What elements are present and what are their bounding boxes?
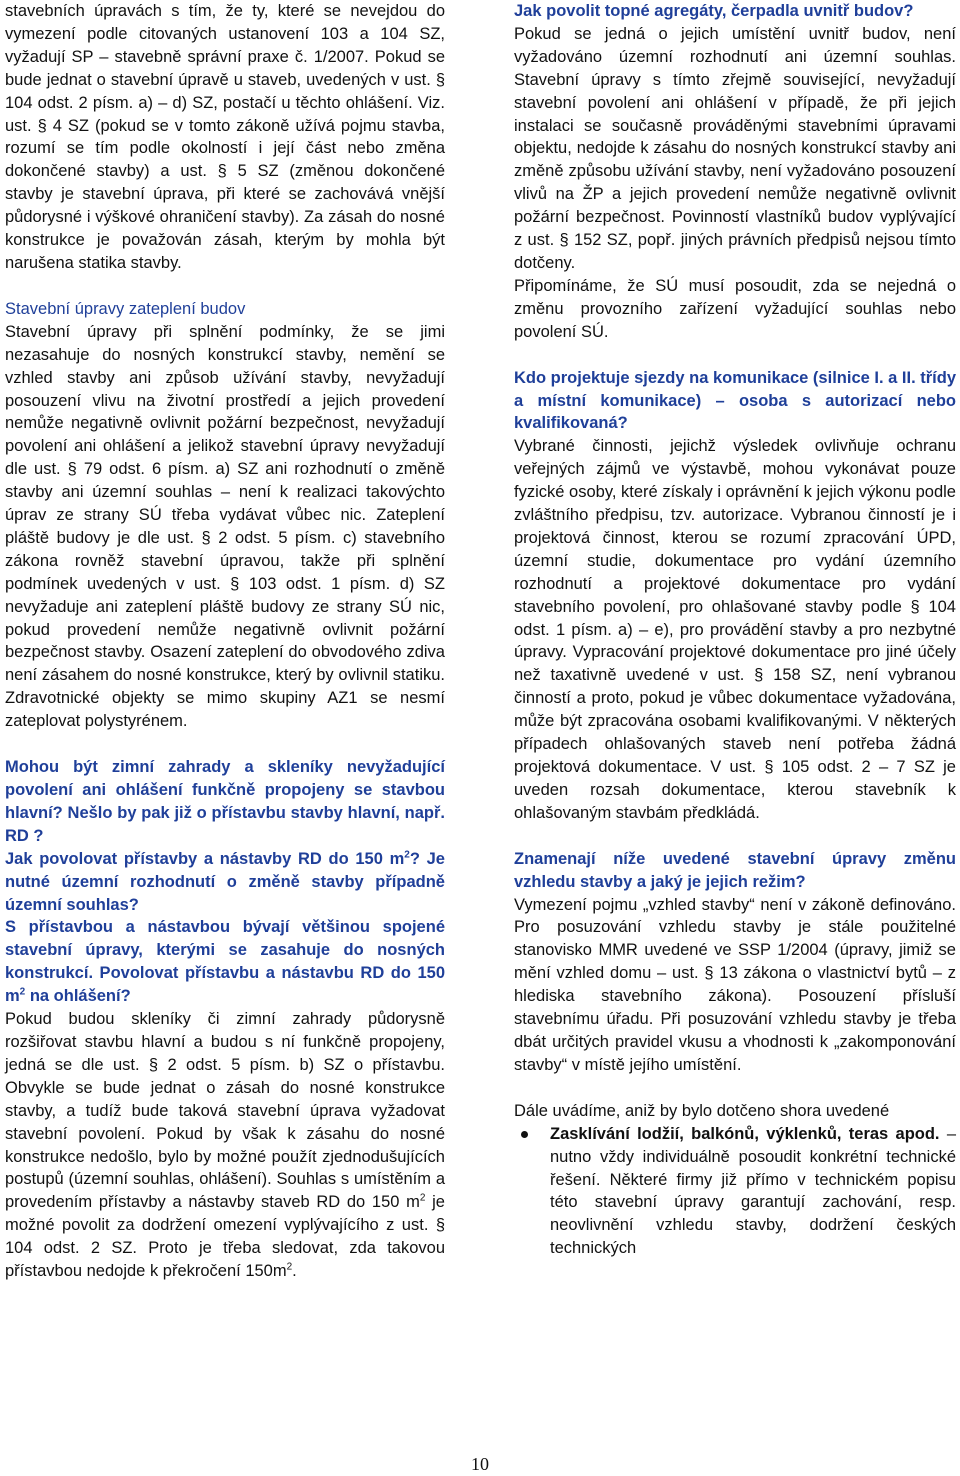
list-item xyxy=(514,1123,956,1260)
section-body: Stavební úpravy při splnění podmínky, že se jimi nezasahuje do nosných konstrukcí stavby, nemění se vzhled stavby ani způsob užívání stavby, nevyžadují posouzení vlivu na životní prostředí a jejich provedení nemůže negativně ovlivnit požární bezpečnost, nevyžadují povolení ani ohlášení a jelikož stavební úpravy nevyžadují dle ust. § 79 odst. 6 písm. a) SZ ani rozhodnutí o změně stavby ani územní souhlas – není k realizaci takovýchto úprav ze strany SÚ třeba vydávat vůbec nic. Zateplení pláště budovy je dle ust. § 2 odst. 5 písm. c) stavebního zákona rovněž stavební úpravou, takže při splnění podmínek uvedených v ust. § 103 odst. 1 písm. d) SZ nevyžaduje ani zateplení pláště budovy ze strany SÚ nic, pokud provedení nemůže negativně ovlivnit požární bezpečnost stavby. Osazení zateplení do obvodového zdiva není zásahem do nosné konstrukce, který by ovlivnil statiku. Zdravotnické objekty se mimo skupiny AZ1 se nesmí zateplovat polystyrénem. xyxy=(5,322,445,731)
section-zimni-zahrady xyxy=(5,756,445,1283)
section-zatepleni xyxy=(5,298,445,733)
page-number: 10 xyxy=(471,1454,489,1474)
intro-paragraph: stavebních úpravách s tím, že ty, které se nevejdou do vymezení podle citovaných ustanovení 103 a 104 SZ, vyžadují SP – stavebně správní praxe č. 1/2007. Pokud se bude jednat o stavební úpravě u staveb, uvedených v ust. § 104 odst. 2 písm. a) – d) SZ, postačí u těchto ohlášení. Viz. ust. § 4 SZ (pokud se v tomto zákoně užívá pojmu stavba, rozumí se tím podle okolností i její část nebo změna dokončené stavby) a ust. § 5 SZ (změnou dokončené stavby je stavební úprava, při které se zachovává vnější půdorysné i výškové ohraničení stavby). Za zásah do nosné konstrukce je považován zásah, kterým by mohla být narušena statika stavby. xyxy=(5,2,445,272)
heading-question-1: Mohou být zimní zahrady a skleníky nevyžadující povolení ani ohlášení funkčně propojeny se stavbou hlavní? Nešlo by pak již o přístavbu stavby hlavní, např. RD ? xyxy=(5,758,445,845)
heading-question-3: S přístavbou a nástavbou bývají většinou spojené stavební úpravy, kterými se zasahuje do nosných konstrukcí. Povolovat přístavbu a nástavbu RD do 150 m xyxy=(5,918,445,1006)
right-column xyxy=(514,0,956,1260)
section-heading xyxy=(5,756,445,848)
body-text-end: . xyxy=(292,1262,297,1281)
section-body: Připomínáme, že SÚ musí posoudit, zda se nejedná o změnu provozního zařízení vyžadující souhlas nebo povolení SÚ. xyxy=(514,276,956,341)
section-heading xyxy=(5,916,445,1008)
section-body: Pokud se jedná o jejich umístění uvnitř budov, není vyžadováno územní rozhodnutí ani územní souhlas. Stavební úpravy s tímto zřejmě související, nevyžadují stavební povolení ani ohlášení v případě, že při jejich instalaci se současně prováděnými stavebními úpravami objektu, nedojde k zásahu do nosných konstrukcí stavby ani změně způsobu užívání stavby, není vyžadováno posouzení vlivů na ŽP a jejich provedení nemůže negativně ovlivnit požární bezpečnost. Povinností vlastníků budov vyplývající z ust. § 152 SZ, popř. jiných právních předpisů nejsou tímto dotčeny. xyxy=(514,24,956,272)
section-heading: Znamenají níže uvedené stavební úpravy změnu vzhledu stavby a jaký je jejich režim? xyxy=(514,849,956,891)
body-text-rest: je možné povolit za dodržení omezení vyplývajícího z ust. § 104 odst. 2 SZ. Proto je třeba sledovat, zda takovou přístavbou nedojde k překročení 150m xyxy=(5,1193,445,1281)
bullet-list xyxy=(514,1123,956,1260)
section-body: Vymezení pojmu „vzhled stavby“ není v zákoně definováno. Pro posuzování vzhledu stavby je stále použitelné stanovisko MMR uvedené ve SSP 1/2004 (úpravy, jimiž se mění vzhled domu – ust. § 13 zákona o vlastnictví bytů – z hlediska stavebního zákona). Posouzení přísluší stavebnímu úřadu. Při posuzování vzhledu stavby je třeba dbát určitých pravidel vkusu a vhodnosti k „zakomponování stavby“ v místě jejího umístění. xyxy=(514,895,956,1074)
superscript: 2 xyxy=(419,1192,426,1204)
section-heading xyxy=(5,848,445,917)
section-vzhled-stavby xyxy=(514,848,956,1077)
section-heading: Stavební úpravy zateplení budov xyxy=(5,299,246,318)
heading-question-2-rest: ? Je nutné územní rozhodnutí o změně stavby případně územní souhlas? xyxy=(5,849,445,914)
superscript: 2 xyxy=(19,986,26,998)
section-intro: Dále uvádíme, aniž by bylo dotčeno shora uvedené xyxy=(514,1101,890,1120)
section-sjezdy xyxy=(514,367,956,825)
left-column xyxy=(5,0,445,1283)
section-body: Vybrané činnosti, jejichž výsledek ovlivňuje ochranu veřejných zájmů ve výstavbě, mohou vykonávat pouze fyzické osoby, které získaly i oprávnění k jejich výkonu podle zvláštního předpisu, tzv. autorizace. Vybranou činností je i projektová činnost, kterou se rozumí zpracování ÚPD, územní studie, dokumentace pro vydání územního rozhodnutí a projektové dokumentace pro vydání stavebního povolení, pro ohlašované stavby podle § 104 odst. 1 písm. a) – e), pro provádění stavby a pro nezbytné úpravy. Vypracování projektové dokumentace pro jiné účely než taxativně uvedené v ust. § 158 SZ, není vybranou činností a proto, pokud je vůbec dokumentace vyžadována, může být zpracována osobami kvalifikovanými. V některých případech ohlašovaných staveb není potřeba žádná projektová dokumentace. V ust. § 105 odst. 2 – 7 SZ je uveden rozsah dokumentace, kterou stavebník k ohlašovaným stavbám předkládá. xyxy=(514,437,956,822)
bullet-text: – nutno vždy individuálně posoudit konkrétní technické řešení. Některé firmy již přímo v technickém popisu této stavební úpravy garantují zachování, resp. neovlivnění vzhledu stavby, dodržení českých technických xyxy=(550,1124,956,1258)
heading-question-3-rest: na ohlášení? xyxy=(25,987,131,1006)
bullet-bold-text: Zasklívání lodžií, balkónů, výklenků, teras apod. xyxy=(550,1124,940,1143)
section-topne-agregaty xyxy=(514,0,956,344)
superscript: 2 xyxy=(286,1261,293,1273)
heading-question-2: Jak povolovat přístavby a nástavby RD do 150 m xyxy=(5,849,405,868)
section-heading: Kdo projektuje sjezdy na komunikace (silnice I. a II. třídy a místní komunikace) – osoba s autorizací nebo kvalifikovaná? xyxy=(514,368,956,433)
superscript: 2 xyxy=(404,849,410,861)
section-heading: Jak povolit topné agregáty, čerpadla uvnitř budov? xyxy=(514,2,914,20)
section-dale-uvadime xyxy=(514,1100,956,1260)
body-text: Pokud budou skleníky či zimní zahrady půdorysně rozšiřovat stavbu hlavní a budou s ní funkčně propojeny, jedná se dle ust. § 2 odst. 5 písm. b) SZ o přístavbu. Obvykle se bude jednat o zásah do nosné konstrukce stavby, a tudíž bude taková stavební úprava vyžadovat stavební povolení. Pokud by však k zásahu do nosné konstrukce nedošlo, bylo by možné použít zjednodušujících postupů (územní souhlas, ohlášení). Souhlas s umístěním a provedením přístavby a nástavby staveb RD do 150 m xyxy=(5,1010,445,1212)
section-body xyxy=(5,1008,445,1283)
